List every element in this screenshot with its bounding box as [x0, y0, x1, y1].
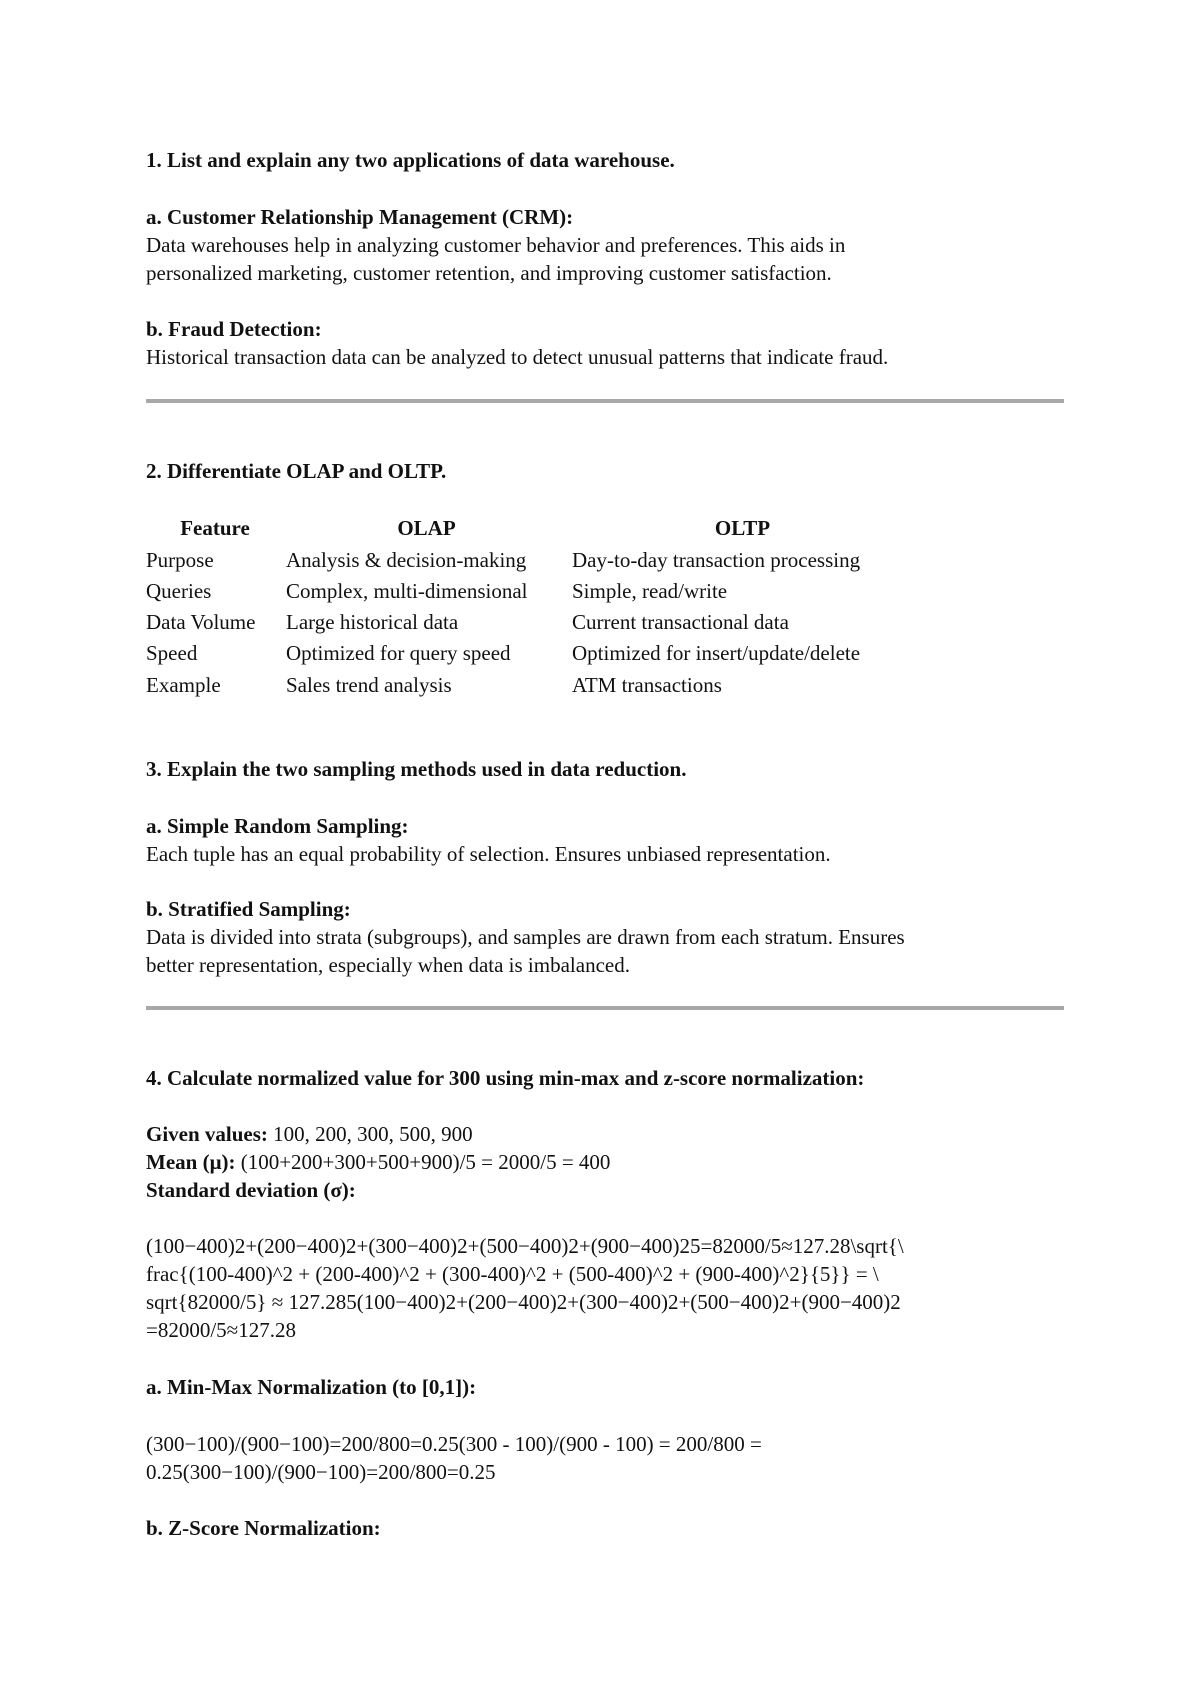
given-value: 100, 200, 300, 500, 900: [267, 1122, 473, 1146]
q1-a-text-2: personalized marketing, customer retention, and improving customer satisfaction.: [146, 261, 832, 285]
table-cell: Purpose: [146, 548, 214, 572]
q3-a-title: a. Simple Random Sampling:: [146, 814, 409, 838]
q1-b-text: Historical transaction data can be analyzed to detect unusual patterns that indicate fraud.: [146, 345, 889, 369]
q3-b-text-1: Data is divided into strata (subgroups), and samples are drawn from each stratum. Ensures: [146, 925, 905, 949]
table-cell: Large historical data: [286, 610, 459, 634]
q1-a-text-1: Data warehouses help in analyzing customer behavior and preferences. This aids in: [146, 233, 846, 257]
q3-a-text: Each tuple has an equal probability of selection. Ensures unbiased representation.: [146, 842, 831, 866]
q4-sd-formula-1: (100−400)2+(200−400)2+(300−400)2+(500−400)2+(900−400)25=82000/5≈127.28\sqrt{\: [146, 1234, 904, 1258]
q4-a-formula-2: 0.25(300−100)/(900−100)=200/800=0.25: [146, 1460, 496, 1484]
mean-label: Mean (μ):: [146, 1150, 236, 1174]
q1-a-title: a. Customer Relationship Management (CRM):: [146, 205, 574, 229]
q4-a-title: a. Min-Max Normalization (to [0,1]):: [146, 1375, 477, 1399]
table-cell: Speed: [146, 641, 198, 665]
table-cell: ATM transactions: [572, 673, 722, 697]
table-header-olap: OLAP: [397, 516, 456, 540]
section-divider-2: [146, 1006, 1064, 1010]
table-cell: Analysis & decision-making: [286, 548, 527, 572]
table-cell: Simple, read/write: [572, 579, 728, 603]
table-cell: Complex, multi-dimensional: [286, 579, 528, 603]
table-cell: Queries: [146, 579, 212, 603]
q4-given: [146, 1120, 473, 1148]
table-cell: Day-to-day transaction processing: [572, 548, 861, 572]
table-cell: Optimized for query speed: [286, 641, 511, 665]
q4-sd-formula-3: sqrt{82000/5} ≈ 127.285(100−400)2+(200−400)2+(300−400)2+(500−400)2+(900−400)2: [146, 1290, 901, 1314]
given-label: Given values:: [146, 1122, 268, 1146]
q4-a-formula-1: (300−100)/(900−100)=200/800=0.25(300 - 100)/(900 - 100) = 200/800 =: [146, 1432, 762, 1456]
q1-heading: 1. List and explain any two applications of data warehouse.: [146, 148, 675, 172]
table-cell: Sales trend analysis: [286, 673, 452, 697]
q4-sd-formula-2: frac{(100-400)^2 + (200-400)^2 + (300-400)^2 + (500-400)^2 + (900-400)^2}{5}} = \: [146, 1262, 879, 1286]
mean-value: (100+200+300+500+900)/5 = 2000/5 = 400: [235, 1150, 611, 1174]
q2-heading: 2. Differentiate OLAP and OLTP.: [146, 459, 447, 483]
q4-sd-formula-4: =82000/5≈127.28: [146, 1318, 296, 1342]
q4-sd-label: Standard deviation (σ):: [146, 1178, 356, 1202]
table-cell: Optimized for insert/update/delete: [572, 641, 861, 665]
table-header-oltp: OLTP: [714, 516, 771, 540]
table-cell: Data Volume: [146, 610, 256, 634]
q4-mean: [146, 1148, 610, 1176]
q4-b-title: b. Z-Score Normalization:: [146, 1516, 381, 1540]
q1-b-title: b. Fraud Detection:: [146, 317, 322, 341]
q4-heading: 4. Calculate normalized value for 300 using min-max and z-score normalization:: [146, 1066, 865, 1090]
q3-b-text-2: better representation, especially when data is imbalanced.: [146, 953, 630, 977]
q3-b-title: b. Stratified Sampling:: [146, 897, 351, 921]
table-cell: Example: [146, 673, 221, 697]
table-header-feature: Feature: [180, 516, 250, 540]
section-divider-1: [146, 399, 1064, 403]
q3-heading: 3. Explain the two sampling methods used in data reduction.: [146, 757, 687, 781]
table-cell: Current transactional data: [572, 610, 789, 634]
